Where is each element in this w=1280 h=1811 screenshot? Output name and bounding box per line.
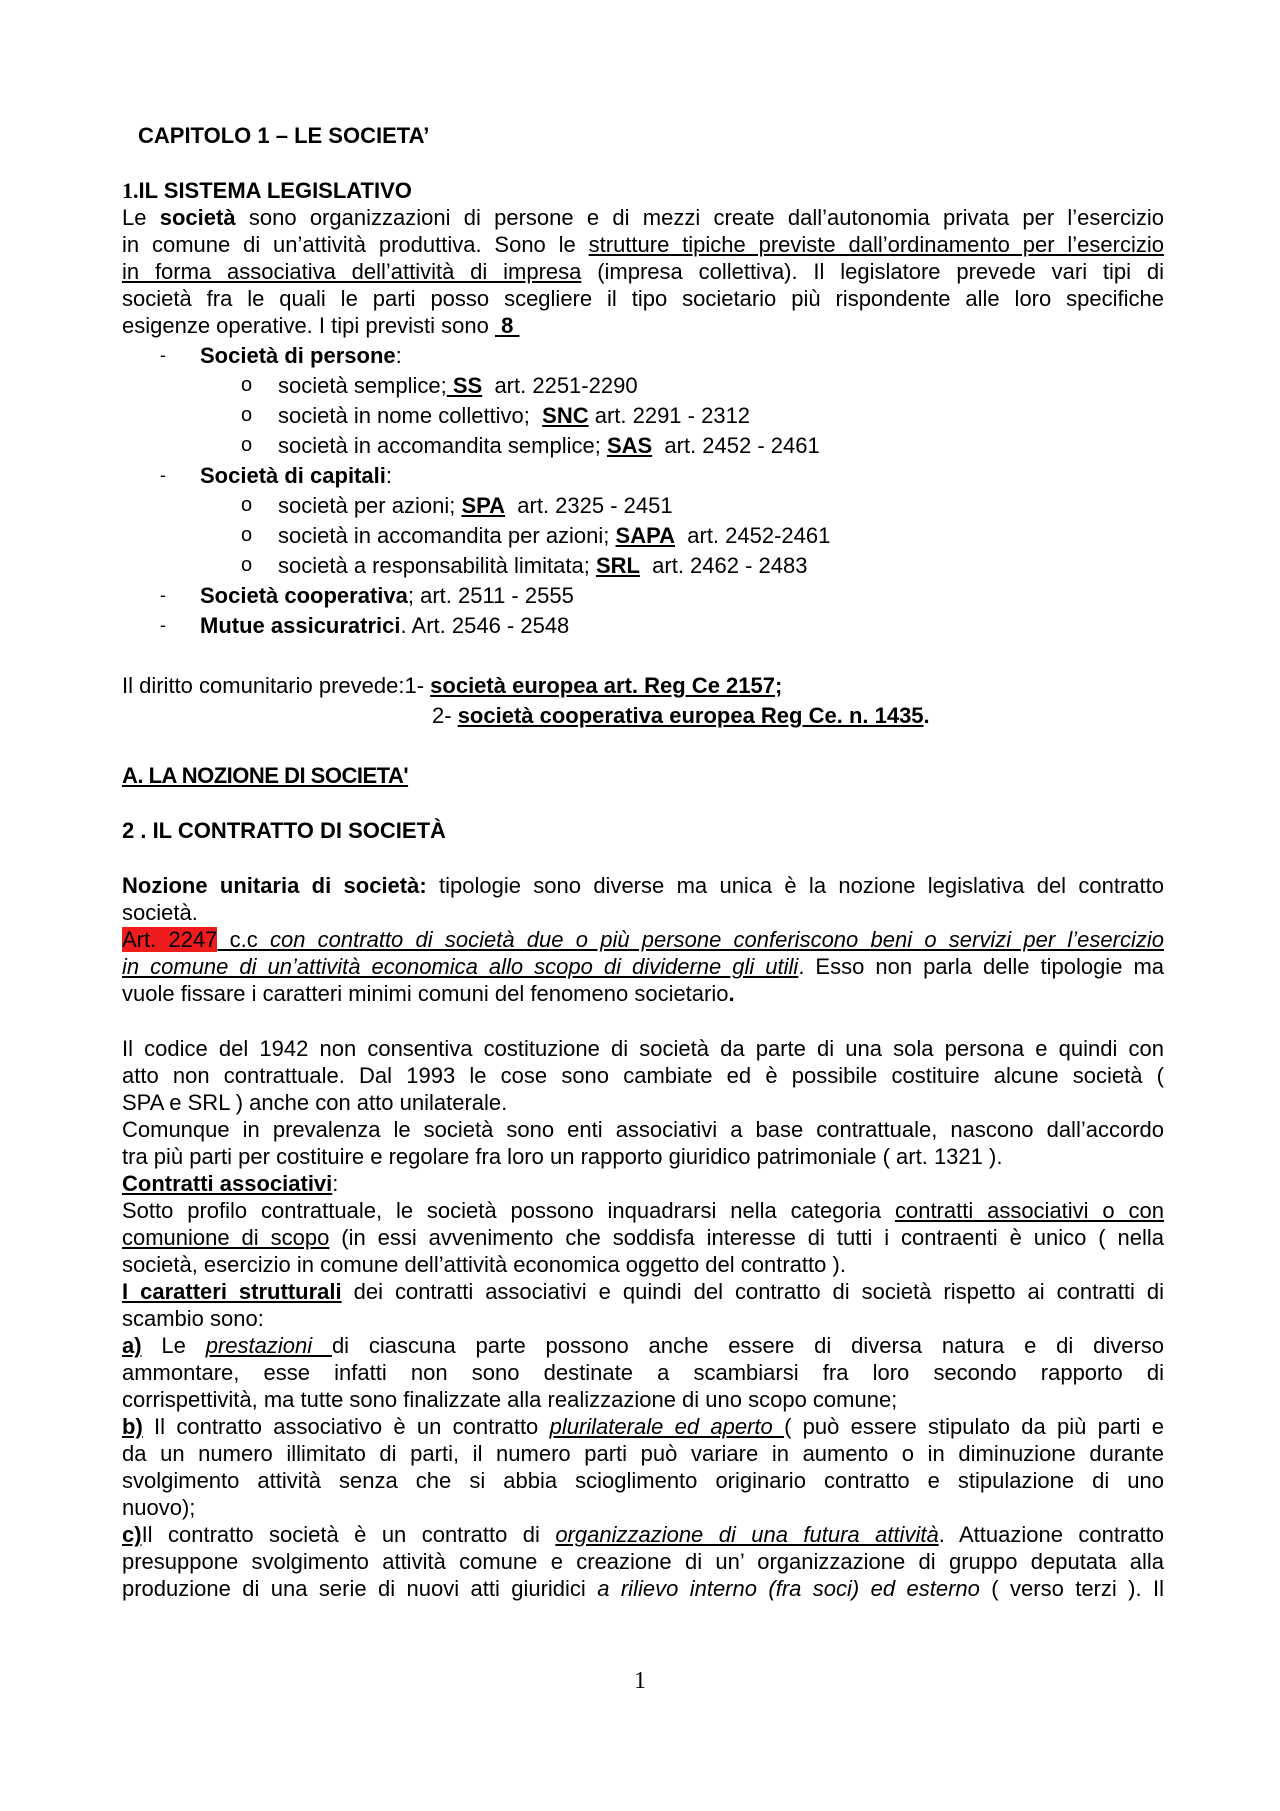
- paragraph-line: società fra le quali le parti posso scegliere il tipo societario più rispondente alle loro specifiche: [122, 286, 1164, 311]
- list-bullet: o: [241, 524, 253, 546]
- paragraph-line: nuovo);: [122, 1495, 196, 1520]
- section-1-heading: [122, 177, 1164, 204]
- paragraph-line: produzione di una serie di nuovi atti giuridici a rilievo interno (fra soci) ed esterno ( verso terzi ). Il: [122, 1576, 1165, 1601]
- paragraph-line: corrispettività, ma tutte sono finalizzate alla realizzazione di uno scopo comune;: [122, 1387, 898, 1412]
- paragraph-line: SPA e SRL ) anche con atto unilaterale.: [122, 1090, 508, 1115]
- paragraph-line: società.: [122, 900, 198, 925]
- paragraph-line: scambio sono:: [122, 1306, 264, 1331]
- paragraph-line: Le società sono organizzazioni di persone e di mezzi create dall’autonomia privata per l’esercizio: [122, 205, 1164, 230]
- chapter-title: CAPITOLO 1 – LE SOCIETA’: [138, 123, 430, 148]
- section-2-heading: 2 . IL CONTRATTO DI SOCIETÀ: [122, 818, 446, 843]
- list-bullet: o: [241, 494, 253, 516]
- list-item-mutue: Mutue assicuratrici. Art. 2546 - 2548: [200, 613, 570, 638]
- section-1-title: IL SISTEMA LEGISLATIVO: [138, 178, 412, 203]
- highlighted-article-ref: Art. 2247: [122, 927, 218, 952]
- list-item-sas: società in accomandita semplice; SAS art. 2452 - 2461: [278, 433, 820, 458]
- list-item-b: b) Il contratto associativo è un contratto plurilaterale ed aperto ( può essere stipulato da più parti e: [122, 1414, 1165, 1439]
- paragraph-line: comunione di scopo (in essi avvenimento che soddisfa interesse di tutti i contraenti è unico ( nella: [122, 1225, 1164, 1250]
- list-item-cooperativa: Società cooperativa; art. 2511 - 2555: [200, 583, 574, 608]
- list-bullet: o: [241, 434, 253, 456]
- paragraph-line: in comune di un’attività economica allo scopo di dividerne gli utili. Esso non parla delle tipologie ma: [122, 954, 1165, 979]
- list-item-a: a) Le prestazioni di ciascuna parte possono anche essere di diversa natura e di diverso: [122, 1333, 1165, 1358]
- paragraph-line: Nozione unitaria di società: tipologie sono diverse ma unica è la nozione legislativa del contratto: [122, 873, 1164, 898]
- list-bullet: o: [241, 374, 253, 396]
- list-item-capitali: Società di capitali:: [200, 463, 392, 488]
- paragraph-line: vuole fissare i caratteri minimi comuni del fenomeno societario.: [122, 981, 735, 1006]
- list-item-snc: società in nome collettivo; SNC art. 2291 - 2312: [278, 403, 751, 428]
- paragraph-line: presuppone svolgimento attività comune e creazione di un’ organizzazione di gruppo deputata alla: [122, 1549, 1164, 1574]
- list-bullet: o: [241, 554, 253, 576]
- paragraph-line: atto non contrattuale. Dal 1993 le cose sono cambiate ed è possibile costituire alcune società (: [122, 1063, 1164, 1088]
- paragraph-line: in forma associativa dell’attività di impresa (impresa collettiva). Il legislatore prevede vari tipi di: [122, 259, 1164, 284]
- list-item-sapa: società in accomandita per azioni; SAPA art. 2452-2461: [278, 523, 831, 548]
- eu-item-2: 2- società cooperativa europea Reg Ce. n. 1435.: [432, 703, 930, 728]
- paragraph-line: esigenze operative. I tipi previsti sono 8: [122, 313, 520, 338]
- section-a-heading: A. LA NOZIONE DI SOCIETA': [122, 763, 409, 788]
- list-dash: -: [160, 465, 166, 485]
- paragraph-line: da un numero illimitato di parti, il numero parti può variare in aumento o in diminuzione durante: [122, 1441, 1164, 1466]
- paragraph-line: Sotto profilo contrattuale, le società possono inquadrarsi nella categoria contratti associativi o con: [122, 1198, 1164, 1223]
- section-1-number: 1.: [122, 178, 139, 203]
- paragraph-line: in comune di un’attività produttiva. Sono le strutture tipiche previste dall’ordinamento per l’esercizio: [122, 232, 1164, 257]
- list-item-c: c)Il contratto società è un contratto di organizzazione di una futura attività. Attuazione contratto: [122, 1522, 1165, 1547]
- list-item-srl: società a responsabilità limitata; SRL art. 2462 - 2483: [278, 553, 808, 578]
- list-dash: -: [160, 615, 166, 635]
- list-dash: -: [160, 585, 166, 605]
- paragraph-line: Art. 2247 c.c con contratto di società due o più persone conferiscono beni o servizi per l’esercizio: [122, 927, 1164, 952]
- eu-intro-line: Il diritto comunitario prevede:1- società europea art. Reg Ce 2157;: [122, 673, 783, 698]
- paragraph-line: società, esercizio in comune dell’attività economica oggetto del contratto ).: [122, 1252, 846, 1277]
- subheading-contratti-associativi: Contratti associativi:: [122, 1171, 339, 1196]
- list-item-ss: società semplice; SS art. 2251-2290: [278, 373, 638, 398]
- paragraph-line: Il codice del 1942 non consentiva costituzione di società da parte di una sola persona e quindi con: [122, 1036, 1164, 1061]
- page-number: 1: [634, 1668, 646, 1694]
- paragraph-line: svolgimento attività senza che si abbia scioglimento originario contratto e stipulazione di uno: [122, 1468, 1164, 1493]
- paragraph-line: ammontare, esse infatti non sono destinate a scambiarsi fra loro secondo rapporto di: [122, 1360, 1164, 1385]
- list-item-spa: società per azioni; SPA art. 2325 - 2451: [278, 493, 673, 518]
- list-bullet: o: [241, 404, 253, 426]
- paragraph-line: Comunque in prevalenza le società sono enti associativi a base contrattuale, nascono dall’accordo: [122, 1117, 1164, 1142]
- list-dash: -: [160, 345, 166, 365]
- list-item-persone: Società di persone:: [200, 343, 402, 368]
- paragraph-line: I caratteri strutturali dei contratti associativi e quindi del contratto di società rispetto ai contratti di: [122, 1279, 1165, 1304]
- paragraph-line: tra più parti per costituire e regolare fra loro un rapporto giuridico patrimoniale ( art. 1321 ).: [122, 1144, 1003, 1169]
